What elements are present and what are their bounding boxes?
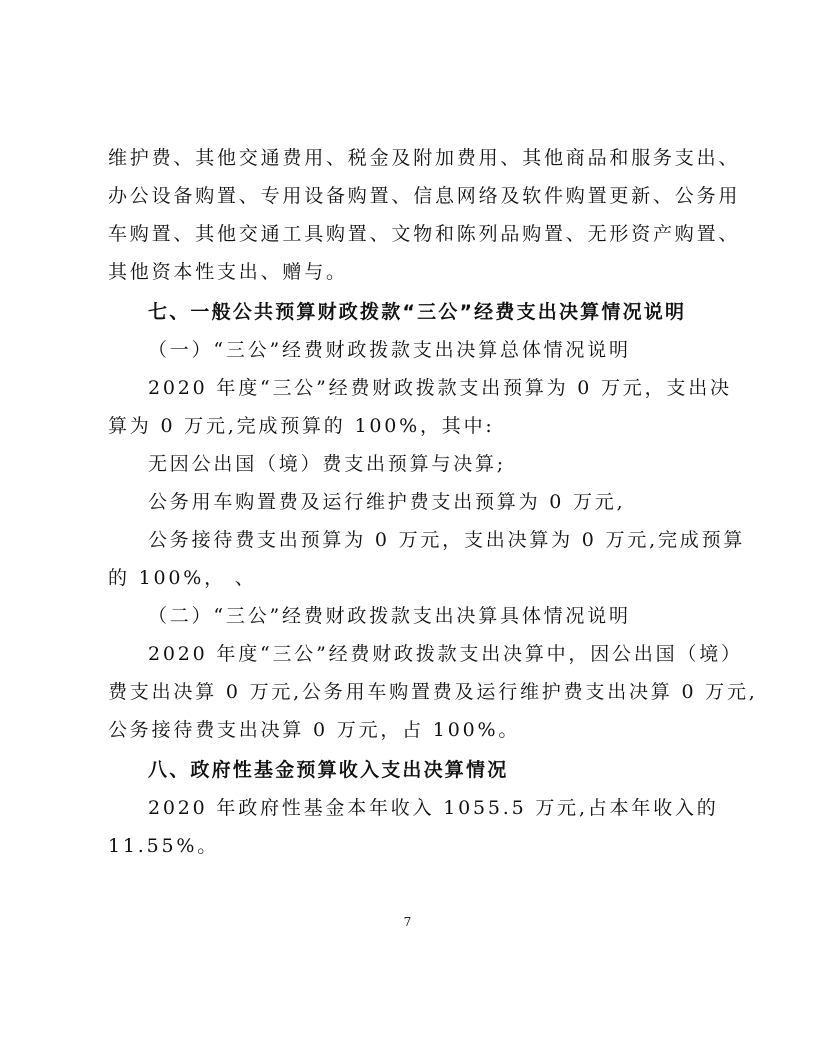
body-text-line: 公务用车购置费及运行维护费支出预算为 0 万元, [148,491,626,513]
body-text-line: 2020 年政府性基金本年收入 1055.5 万元,占本年收入的 [148,797,719,819]
body-text-line: 车购置、其他交通工具购置、文物和陈列品购置、无形资产购置、 [108,223,741,245]
page-number: 7 [403,915,412,929]
body-text-line: 11.55%。 [108,835,220,857]
body-text-line: 公务接待费支出预算为 0 万元，支出决算为 0 万元,完成预算 [148,529,746,551]
section-heading: 七、一般公共预算财政拨款“三公”经费支出决算情况说明 [148,301,687,323]
section-heading: 八、政府性基金预算收入支出决算情况 [148,759,509,781]
body-text-line: 费支出决算 0 万元,公务用车购置费及运行维护费支出决算 0 万元, [108,681,758,703]
body-text-line: 的 100%， 、 [108,567,257,589]
body-text-line: 公务接待费支出决算 0 万元，占 100%。 [108,719,521,741]
body-text-line: 维护费、其他交通费用、税金及附加费用、其他商品和服务支出、 [108,147,741,169]
body-text-line: 其他资本性支出、赠与。 [108,261,348,283]
body-text-line: 算为 0 万元,完成预算的 100%，其中: [108,415,495,437]
body-text-line: 2020 年度“三公”经费财政拨款支出决算中，因公出国（境） [148,643,743,665]
subsection-title: （一）“三公”经费财政拨款支出决算总体情况说明 [148,339,631,361]
body-text-line: 办公设备购置、专用设备购置、信息网络及软件购置更新、公务用 [108,185,741,207]
subsection-title: （二）“三公”经费财政拨款支出决算具体情况说明 [148,605,631,627]
body-text-line: 无因公出国（境）费支出预算与决算; [148,453,507,475]
body-text-line: 2020 年度“三公”经费财政拨款支出预算为 0 万元，支出决 [148,377,732,399]
